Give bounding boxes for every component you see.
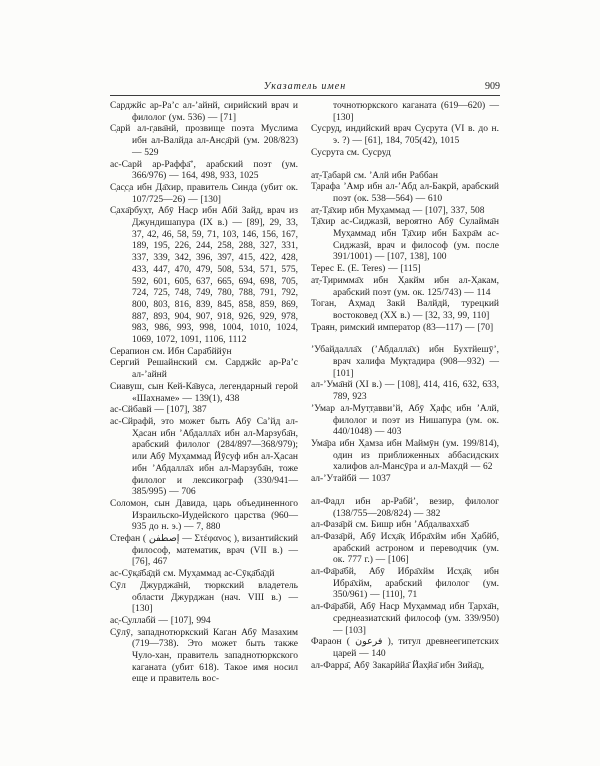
index-entry: ас̣-С̣уллабй — [107], 994 <box>110 615 211 626</box>
index-entry: ас-Сйбавй — [107], 387 <box>110 405 207 416</box>
index-entry: Сергий Решайнский см. Сарджйс ар-Ра’с ал-’айнй <box>110 358 298 381</box>
index-entry: ал-Фаза̄рй, Абӯ Исх̣а̄к̣ Ибра̄хйм ибн Х̣абйб, арабский астроном и переводчик (ум. ок. 777 г.) — [106] <box>311 531 499 566</box>
index-entry: Траян, римский император (83—117) — [70] <box>311 322 494 333</box>
left-column <box>110 101 298 686</box>
index-entry: Стефан ( إصطفن — Στέφανος ), византийский философ, математик, врач (VII в.) — [76], 467 <box>110 534 298 568</box>
index-entry: Сусруд, индийский врач Сусрута (VI в. до н. э. ?) — [61], 184, 705(42), 1015 <box>311 124 499 147</box>
index-entry: С̣арй ал-г̣ава̄нй, прозвище поэта Муслима ибн ал-Валйда ал-Анс̣а̄рй (ум. 208/823) — 529 <box>110 124 298 158</box>
index-entry: ал-Фаза̄рй см. Бишр ибн ’Абдалвахха̄б <box>311 520 470 531</box>
index-entry: Сусрута см. Сусруд <box>311 147 391 158</box>
index-entry: Ума̄ра ибн Х̣амза ибн Маймӯн (ум. 199/814), один из приближенных аббасидских халифов ал-Манс̣ӯра и ал-Махдй — 62 <box>311 438 499 473</box>
index-entry: Сиавуш, сын Кей-Ка̄вуса, легендарный герой «Шахнаме» — 139(1), 438 <box>110 381 298 404</box>
index-entry: ал-’Ума̄нй (XI в.) — [108], 414, 416, 632, 633, 789, 923 <box>311 380 499 403</box>
index-entry: точнотюркского каганата (619—620) — [130] <box>333 101 499 123</box>
index-entry: Терес Е. (E. Teres) — [115] <box>311 264 421 275</box>
index-entry: С̣ас̣с̣а ибн Да̄хир, правитель Синда (убит ок. 107/725—26) — [130] <box>110 182 298 205</box>
index-entry: ал-Фадл ибн ар-Рабй’, везир, филолог (138/755—208/824) — 382 <box>311 496 499 519</box>
index-entry: ’Убайдалла̄х (’Абдалла̄х) ибн Бухтйешӯ’, врач халифа Мук̣тадира (908—932) — [101] <box>311 345 499 379</box>
index-entry: С̣ӯлӯ, западнотюркский Каган Абӯ Мазахим (719—738). Это может быть также Чуло-хан, правитель западнотюркского каганата (убит 618). Такое имя носил еще и правитель вос- <box>110 627 298 685</box>
page-content <box>110 80 500 686</box>
index-entry: Соломон, сын Давида, царь объединенного Израильско-Иудейского царства (960—935 до н. э.) — 7, 880 <box>110 498 298 533</box>
index-entry: ал-Фа̄ра̄бй, Абӯ Нас̣р Мух̣аммад ибн Т̣арха̄н, среднеазиатский философ (ум. 339/950) — [103] <box>311 602 499 636</box>
index-entry: ал-’Утайбй — 1037 <box>311 474 391 485</box>
index-entry: Т̣а̄хир ас-Сиджазй, вероятно Абӯ Сулайма̄н Мух̣аммад ибн Т̣а̄хир ибн Бахра̄м ас-Сиджазй, врач и философ (ум. после 391/1001) — [107, 138], 100 <box>311 217 499 263</box>
index-entry: С̣аха̄рбух̣т, Абӯ Нас̣р ибн Абй Зайд, врач из Джундишапура (IX в.) — [89], 29, 33, 37, 42, 46, 58, 59, 71, 103, 146, 156, 167, 189, 195, 226, 244, 258, 288, 327, 331, 337, 339, 342, 396, 397, 415, 422, 428, 433, 447, 470, 479, 508, 534, 571, 575, 592, 601, 605, 637, 665, 694, 698, 705, 724, 725, 748, 749, 780, 788, 791, 792, 800, 803, 816, 839, 845, 858, 859, 869, 887, 893, 904, 907, 918, 926, 929, 978, 983, 986, 993, 998, 1004, 1010, 1024, 1069, 1072, 1091, 1106, 1112 <box>110 206 298 346</box>
index-entry: ат̣-Т̣иримма̄х ибн Х̣акйм ибн ал-Х̣акам, арабский поэт (ум. ок. 125/743) — 114 <box>311 275 499 298</box>
index-columns <box>110 101 500 686</box>
index-entry: ал-Фа̄ра̄бй, Абӯ Ибра̄хйм Исх̣а̄к̣ ибн Ибра̄хйм, арабский филолог (ум. 350/961) — [110], 71 <box>311 567 499 601</box>
index-entry: Т̣арафа ’Амр ибн ал-’Абд ал-Бакрй, арабский поэт (ок. 538—564) — 610 <box>311 182 499 204</box>
index-entry: ’Умар ал-Мут̣т̣авви’й, Абӯ Х̣афс̣ ибн ’Алй, филолог и поэт из Нишапура (ум. ок. 440/1048) — 403 <box>311 403 499 438</box>
index-entry: Серапион см. Ибн Сара̄бййӯн <box>110 346 232 357</box>
index-entry: ат̣-Т̣абарй см. ’Алй ибн Раббан <box>311 170 438 181</box>
running-header-title: Указатель имен <box>263 81 347 92</box>
right-column <box>311 101 499 686</box>
page-number: 909 <box>485 81 500 92</box>
header-rule <box>110 95 500 96</box>
index-entry: Тоган, Ах̣мад Закй Валйдй, турецкий востоковед (XX в.) — [32, 33, 99, 110] <box>311 299 499 321</box>
index-entry: ас-Сӯк̣а̄ба̄дй см. Мух̣аммад ас-Сӯк̣а̄ба̄дй <box>110 569 275 580</box>
index-entry: ат̣-Т̣а̄хир ибн Мух̣аммад — [107], 337, 508 <box>311 205 485 216</box>
index-entry: ал-Фарра̄, Абӯ Закарййа̄ Йах̣йа̄ ибн Зийа̄д, <box>311 660 485 671</box>
index-entry: Сарджйс ар-Ра’с ал-’айнй, сирийский врач и филолог (ум. 536) — [71] <box>110 101 298 123</box>
index-entry: Фараон ( فرعون ), титул древнеегипетских царей — 140 <box>311 637 499 659</box>
index-entry: С̣ӯл Джурджа̄нй, тюркский владетель области Джурджан (нач. VIII в.) — [130] <box>110 580 298 615</box>
index-entry: ас-Сарй ар-Раффа̄’, арабский поэт (ум. 366/976) — 164, 498, 933, 1025 <box>110 159 298 182</box>
index-entry: ас-Сйрафй, это может быть Абӯ Са’йд ал-Х̣асан ибн ’Абдалла̄х ибн ал-Марзуба̄н, арабский филолог (284/897—368/979); или Абӯ Мух̣аммад Йӯсуф ибн ал-Х̣асан ибн ’Абдалла̄х ибн ал-Марзуба̄н, тоже филолог и лексикограф (330/941—385/995) — 706 <box>110 416 298 498</box>
page-header <box>110 80 500 93</box>
